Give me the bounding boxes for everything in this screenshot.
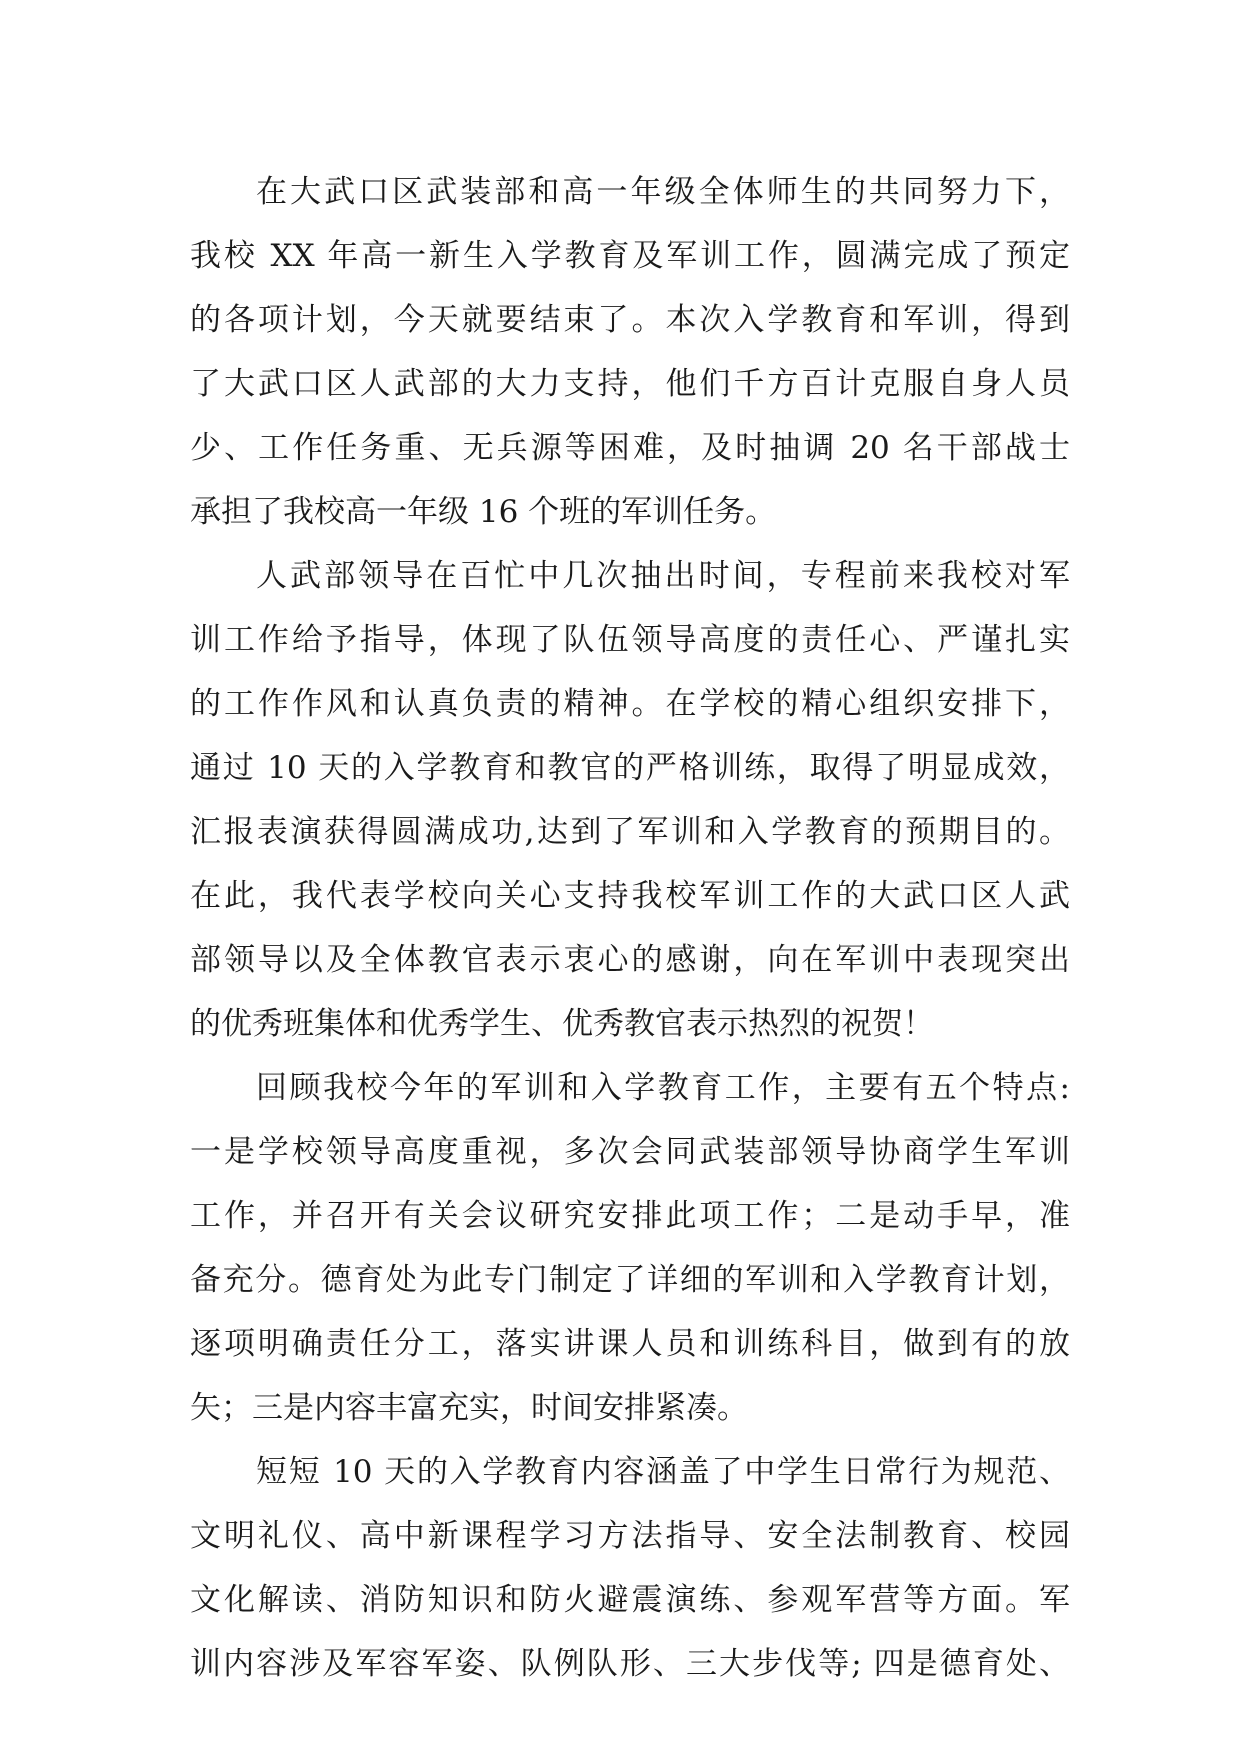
text-line: 回顾我校今年的军训和入学教育工作，主要有五个特点: [256,1070,1070,1106]
text-line: 一是学校领导高度重视，多次会同武装部领导协商学生军训 [190,1134,1070,1170]
text-line: 汇报表演获得圆满成功,达到了军训和入学教育的预期目的。 [190,814,1070,850]
paragraph-2 [190,544,1070,1056]
text-line: 文化解读、消防知识和防火避震演练、参观军营等方面。军 [190,1582,1070,1618]
paragraph-3 [190,1056,1070,1440]
text-line: 了大武口区人武部的大力支持，他们千方百计克服自身人员 [190,366,1070,402]
text-line: 在此，我代表学校向关心支持我校军训工作的大武口区人武 [190,878,1070,914]
text-line: 人武部领导在百忙中几次抽出时间，专程前来我校对军 [256,558,1070,594]
text-line: 矢；三是内容丰富充实，时间安排紧凑。 [190,1390,748,1426]
text-line: 文明礼仪、高中新课程学习方法指导、安全法制教育、校园 [190,1518,1070,1554]
text-line: 训内容涉及军容军姿、队例队形、三大步伐等; 四是德育处、 [190,1646,1070,1682]
text-line: 少、工作任务重、无兵源等困难，及时抽调 20 名干部战士 [190,430,1070,466]
text-line: 短短 10 天的入学教育内容涵盖了中学生日常行为规范、 [256,1454,1070,1490]
text-line: 通过 10 天的入学教育和教官的严格训练，取得了明显成效， [190,750,1070,786]
text-line: 训工作给予指导，体现了队伍领导高度的责任心、严谨扎实 [190,622,1070,658]
document-body [190,160,1070,1696]
text-line: 的各项计划，今天就要结束了。本次入学教育和军训，得到 [190,302,1070,338]
text-line: 的工作作风和认真负责的精神。在学校的精心组织安排下， [190,686,1070,722]
text-line: 工作，并召开有关会议研究安排此项工作；二是动手早，准 [190,1198,1070,1234]
text-line: 部领导以及全体教官表示衷心的感谢，向在军训中表现突出 [190,942,1070,978]
text-line: 的优秀班集体和优秀学生、优秀教官表示热烈的祝贺！ [190,1006,934,1042]
text-line: 我校 XX 年高一新生入学教育及军训工作，圆满完成了预定 [190,238,1070,274]
paragraph-1 [190,160,1070,544]
text-line: 承担了我校高一年级 16 个班的军训任务。 [190,494,777,530]
text-line: 逐项明确责任分工，落实讲课人员和训练科目，做到有的放 [190,1326,1070,1362]
paragraph-4 [190,1440,1070,1696]
text-line: 在大武口区武装部和高一年级全体师生的共同努力下， [256,174,1070,210]
text-line: 备充分。德育处为此专门制定了详细的军训和入学教育计划， [190,1262,1070,1298]
